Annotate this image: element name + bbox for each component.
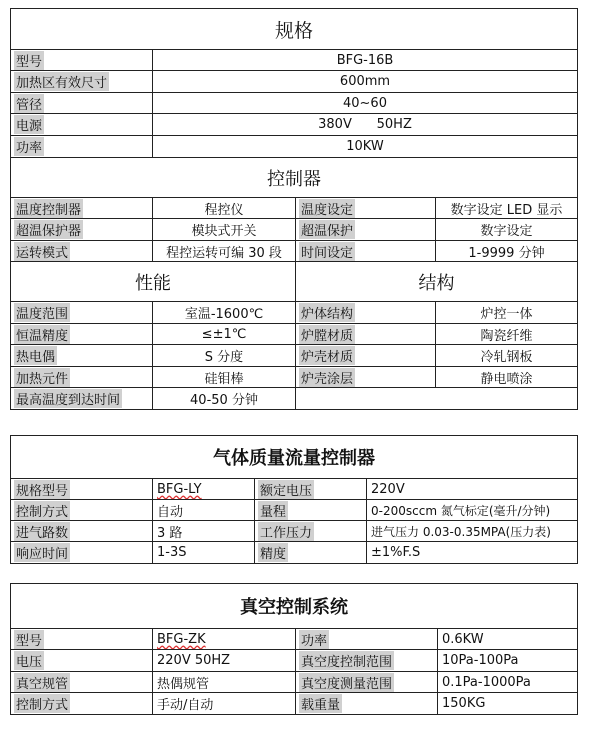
controller-label: 时间设定 — [299, 242, 355, 261]
controller-label: 温度设定 — [299, 199, 355, 218]
mass-flow-label: 额定电压 — [258, 480, 314, 499]
vacuum-value: 手动/自动 — [152, 693, 295, 714]
mass-flow-value: 3 路 — [152, 521, 254, 541]
controller-header — [11, 157, 577, 197]
vacuum-label: 型号 — [14, 630, 44, 649]
mass-flow-row — [11, 520, 577, 541]
vacuum-label: 真空度测量范围 — [299, 673, 394, 692]
vacuum-label: 真空度控制范围 — [299, 651, 394, 670]
struct-label: 炉壳材质 — [299, 346, 355, 365]
mass-flow-value: 自动 — [152, 500, 254, 520]
mass-flow-row — [11, 499, 577, 520]
mass-flow-value: 进气压力 0.03-0.35MPA(压力表) — [366, 521, 577, 541]
vacuum-value: 0.6KW — [437, 629, 577, 649]
vacuum-value: 0.1Pa-1000Pa — [437, 672, 577, 692]
controller-value: 数字设定 — [435, 219, 577, 240]
spec-row — [11, 135, 577, 157]
spec-table — [10, 8, 578, 410]
performance-title: 性能 — [135, 272, 171, 294]
structure-title: 结构 — [295, 262, 577, 301]
vacuum-value: BFG-ZK — [157, 631, 206, 647]
perf-value: 硅钼棒 — [152, 367, 295, 387]
vacuum-label: 电压 — [14, 651, 44, 670]
spec-value: 600mm — [152, 71, 577, 92]
controller-value: 1-9999 分钟 — [435, 241, 577, 261]
perf-label: 恒温精度 — [14, 325, 70, 344]
mass-flow-value: 220V — [366, 479, 577, 499]
mass-flow-label: 规格型号 — [14, 480, 70, 499]
vacuum-row — [11, 628, 577, 649]
spec-label: 加热区有效尺寸 — [14, 72, 109, 91]
spec-row — [11, 70, 577, 92]
controller-label: 超温保护 — [299, 220, 355, 239]
controller-title: 控制器 — [267, 168, 321, 190]
vacuum-row — [11, 692, 577, 714]
mass-flow-label: 精度 — [258, 543, 288, 562]
controller-label: 运转模式 — [14, 242, 70, 261]
spec-label: 管径 — [14, 94, 44, 113]
controller-value: 程控仪 — [152, 198, 295, 218]
empty-cell — [295, 388, 577, 409]
perf-label: 最高温度到达时间 — [14, 389, 122, 408]
struct-value: 静电喷涂 — [435, 367, 577, 387]
vacuum-label: 真空规管 — [14, 673, 70, 692]
perf-value: S 分度 — [152, 345, 295, 366]
vacuum-value: 220V 50HZ — [152, 650, 295, 671]
mass-flow-table — [10, 435, 578, 564]
mass-flow-title: 气体质量流量控制器 — [213, 448, 375, 469]
mass-flow-row — [11, 541, 577, 563]
controller-value: 程控运转可编 30 段 — [152, 241, 295, 261]
spec-value: 380V 50HZ — [152, 114, 577, 135]
perf-row — [11, 301, 577, 323]
mass-flow-value: ±1%F.S — [366, 542, 577, 563]
perf-label: 加热元件 — [14, 368, 70, 387]
mass-flow-value: 1-3S — [152, 542, 254, 563]
vacuum-value: 150KG — [437, 693, 577, 714]
vacuum-label: 载重量 — [299, 694, 342, 713]
perf-value: ≤±1℃ — [152, 324, 295, 344]
controller-label: 超温保护器 — [14, 220, 83, 239]
mass-flow-row — [11, 478, 577, 499]
vacuum-value: 10Pa-100Pa — [437, 650, 577, 671]
controller-value: 数字设定 LED 显示 — [435, 198, 577, 218]
spec-row — [11, 49, 577, 70]
spec-value: 10KW — [152, 136, 577, 157]
mass-flow-value: 0-200sccm 氮气标定(毫升/分钟) — [366, 500, 577, 520]
spec-title: 规格 — [274, 19, 313, 42]
mass-flow-label: 控制方式 — [14, 501, 70, 520]
spec-value: 40~60 — [152, 93, 577, 113]
perf-row — [11, 344, 577, 366]
controller-row — [11, 197, 577, 218]
struct-value: 冷轧钢板 — [435, 345, 577, 366]
struct-value: 炉控一体 — [435, 302, 577, 323]
spec-label: 功率 — [14, 137, 44, 156]
struct-label: 炉体结构 — [299, 303, 355, 322]
perf-label: 温度范围 — [14, 303, 70, 322]
vacuum-label: 控制方式 — [14, 694, 70, 713]
perf-row — [11, 323, 577, 344]
perf-value: 室温-1600℃ — [152, 302, 295, 323]
perf-struct-header — [11, 261, 577, 301]
mass-flow-label: 工作压力 — [258, 522, 314, 541]
controller-row — [11, 240, 577, 261]
struct-label: 炉壳涂层 — [299, 368, 355, 387]
struct-label: 炉膛材质 — [299, 325, 355, 344]
vacuum-label: 功率 — [299, 630, 329, 649]
vacuum-title: 真空控制系统 — [240, 597, 348, 618]
vacuum-row — [11, 649, 577, 671]
perf-row — [11, 366, 577, 387]
vacuum-table — [10, 583, 578, 715]
spec-value: BFG-16B — [152, 50, 577, 70]
perf-value: 40-50 分钟 — [152, 388, 295, 409]
mass-flow-value: BFG-LY — [157, 481, 202, 497]
perf-row — [11, 387, 577, 409]
mass-flow-label: 进气路数 — [14, 522, 70, 541]
controller-row — [11, 218, 577, 240]
mass-flow-label: 响应时间 — [14, 543, 70, 562]
spec-label: 型号 — [14, 51, 44, 70]
controller-label: 温度控制器 — [14, 199, 83, 218]
mass-flow-label: 量程 — [258, 501, 288, 520]
spec-row — [11, 113, 577, 135]
spec-row — [11, 92, 577, 113]
vacuum-row — [11, 671, 577, 692]
controller-value: 模块式开关 — [152, 219, 295, 240]
spec-label: 电源 — [14, 115, 44, 134]
vacuum-value: 热偶规管 — [152, 672, 295, 692]
perf-label: 热电偶 — [14, 346, 57, 365]
struct-value: 陶瓷纤维 — [435, 324, 577, 344]
